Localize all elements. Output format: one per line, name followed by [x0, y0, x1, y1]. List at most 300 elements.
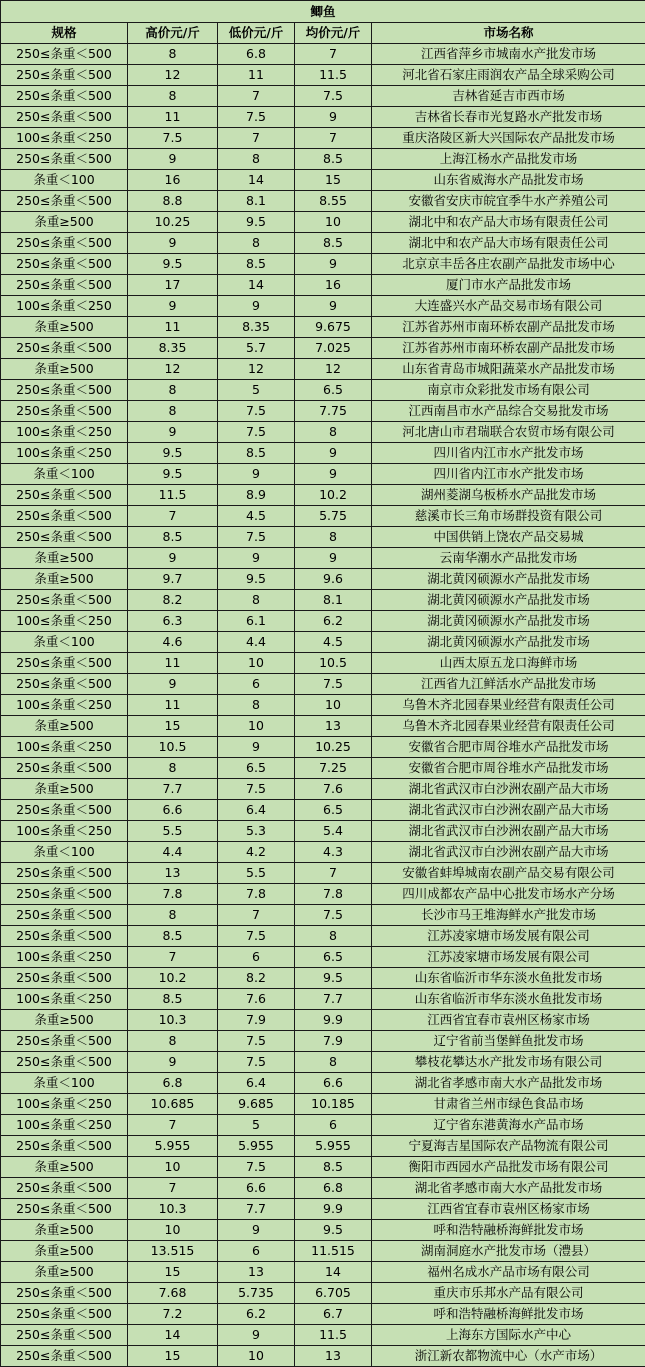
cell-high-price: 17	[128, 275, 218, 296]
table-row	[1, 275, 645, 296]
table-row	[1, 1220, 645, 1241]
cell-low-price: 8	[218, 233, 295, 254]
cell-market-name: 衡阳市西园水产品批发市场有限公司	[372, 1157, 645, 1178]
table-row	[1, 989, 645, 1010]
cell-low-price: 7	[218, 128, 295, 149]
cell-avg-price: 7.25	[295, 758, 372, 779]
cell-market-name: 山东省威海水产品批发市场	[372, 170, 645, 191]
cell-high-price: 16	[128, 170, 218, 191]
cell-market-name: 山东省临沂市华东淡水鱼批发市场	[372, 968, 645, 989]
cell-avg-price: 8	[295, 422, 372, 443]
table-row	[1, 1073, 645, 1094]
cell-low-price: 9	[218, 296, 295, 317]
cell-low-price: 11	[218, 65, 295, 86]
cell-spec: 100≤条重＜250	[1, 1094, 128, 1115]
table-row	[1, 1178, 645, 1199]
cell-spec: 条重≥500	[1, 548, 128, 569]
cell-avg-price: 10.5	[295, 653, 372, 674]
cell-high-price: 9	[128, 548, 218, 569]
table-row	[1, 1199, 645, 1220]
table-row	[1, 1304, 645, 1325]
cell-market-name: 上海东方国际水产中心	[372, 1325, 645, 1346]
cell-low-price: 6.6	[218, 1178, 295, 1199]
table-row	[1, 695, 645, 716]
cell-high-price: 8	[128, 401, 218, 422]
cell-market-name: 湖北省孝感市南大水产品批发市场	[372, 1178, 645, 1199]
cell-market-name: 云南华潮水产品批发市场	[372, 548, 645, 569]
cell-market-name: 江苏省苏州市南环桥农副产品批发市场	[372, 317, 645, 338]
cell-market-name: 吉林省延吉市西市场	[372, 86, 645, 107]
cell-high-price: 9	[128, 1052, 218, 1073]
cell-high-price: 13.515	[128, 1241, 218, 1262]
cell-market-name: 湖北省武汉市白沙洲农副产品大市场	[372, 800, 645, 821]
table-title: 鲫鱼	[1, 1, 645, 23]
cell-market-name: 辽宁省东港黄海水产品市场	[372, 1115, 645, 1136]
cell-avg-price: 7	[295, 128, 372, 149]
cell-market-name: 宁夏海吉星国际农产品物流有限公司	[372, 1136, 645, 1157]
header-spec: 规格	[1, 23, 128, 44]
table-row	[1, 527, 645, 548]
table-row	[1, 905, 645, 926]
cell-market-name: 湖北中和农产品大市场有限责任公司	[372, 233, 645, 254]
cell-spec: 条重≥500	[1, 1010, 128, 1031]
cell-low-price: 8.5	[218, 254, 295, 275]
cell-low-price: 7.5	[218, 1157, 295, 1178]
cell-avg-price: 9.5	[295, 968, 372, 989]
table-row	[1, 1241, 645, 1262]
cell-low-price: 7	[218, 86, 295, 107]
cell-avg-price: 9	[295, 548, 372, 569]
table-row	[1, 1136, 645, 1157]
cell-spec: 100≤条重＜250	[1, 737, 128, 758]
cell-low-price: 7.5	[218, 107, 295, 128]
cell-low-price: 7.5	[218, 422, 295, 443]
cell-high-price: 8.8	[128, 191, 218, 212]
table-row	[1, 611, 645, 632]
cell-avg-price: 5.955	[295, 1136, 372, 1157]
cell-spec: 250≤条重＜500	[1, 401, 128, 422]
cell-spec: 100≤条重＜250	[1, 1115, 128, 1136]
title-row	[1, 1, 645, 23]
cell-avg-price: 9	[295, 107, 372, 128]
cell-market-name: 呼和浩特融桥海鲜批发市场	[372, 1304, 645, 1325]
table-row	[1, 401, 645, 422]
cell-market-name: 江西省九江鲜活水产品批发市场	[372, 674, 645, 695]
cell-low-price: 7.7	[218, 1199, 295, 1220]
cell-low-price: 6	[218, 674, 295, 695]
cell-avg-price: 10.185	[295, 1094, 372, 1115]
table-row	[1, 1094, 645, 1115]
cell-low-price: 8	[218, 590, 295, 611]
table-row	[1, 1346, 645, 1367]
cell-low-price: 9.685	[218, 1094, 295, 1115]
cell-spec: 250≤条重＜500	[1, 233, 128, 254]
cell-low-price: 6	[218, 1241, 295, 1262]
cell-low-price: 8.35	[218, 317, 295, 338]
cell-spec: 250≤条重＜500	[1, 1346, 128, 1367]
cell-market-name: 乌鲁木齐北园春果业经营有限责任公司	[372, 716, 645, 737]
cell-high-price: 10.25	[128, 212, 218, 233]
table-row	[1, 926, 645, 947]
cell-avg-price: 11.5	[295, 1325, 372, 1346]
cell-spec: 条重≥500	[1, 1220, 128, 1241]
cell-avg-price: 13	[295, 1346, 372, 1367]
cell-market-name: 安徽省安庆市皖宜季牛水产养殖公司	[372, 191, 645, 212]
cell-avg-price: 13	[295, 716, 372, 737]
cell-low-price: 9.5	[218, 212, 295, 233]
table-row	[1, 842, 645, 863]
table-row	[1, 443, 645, 464]
cell-avg-price: 6.2	[295, 611, 372, 632]
cell-avg-price: 7.5	[295, 86, 372, 107]
cell-market-name: 乌鲁木齐北园春果业经营有限责任公司	[372, 695, 645, 716]
cell-high-price: 7.5	[128, 128, 218, 149]
cell-low-price: 8.1	[218, 191, 295, 212]
cell-avg-price: 6.7	[295, 1304, 372, 1325]
table-row	[1, 254, 645, 275]
cell-avg-price: 8.5	[295, 1157, 372, 1178]
cell-market-name: 湖北黄冈硕源水产品批发市场	[372, 611, 645, 632]
cell-low-price: 5.7	[218, 338, 295, 359]
table-row	[1, 296, 645, 317]
cell-spec: 条重≥500	[1, 716, 128, 737]
table-row	[1, 317, 645, 338]
cell-high-price: 11	[128, 317, 218, 338]
cell-market-name: 大连盛兴水产品交易市场有限公司	[372, 296, 645, 317]
cell-high-price: 15	[128, 716, 218, 737]
cell-market-name: 吉林省长春市光复路水产批发市场	[372, 107, 645, 128]
header-low-price: 低价元/斤	[218, 23, 295, 44]
cell-avg-price: 9.5	[295, 1220, 372, 1241]
cell-market-name: 湖北黄冈硕源水产品批发市场	[372, 590, 645, 611]
cell-avg-price: 6.6	[295, 1073, 372, 1094]
cell-spec: 250≤条重＜500	[1, 485, 128, 506]
cell-avg-price: 8.5	[295, 149, 372, 170]
cell-avg-price: 10.2	[295, 485, 372, 506]
table-row	[1, 44, 645, 65]
header-high-price: 高价元/斤	[128, 23, 218, 44]
cell-high-price: 8	[128, 758, 218, 779]
cell-market-name: 攀枝花攀达水产批发市场有限公司	[372, 1052, 645, 1073]
cell-low-price: 8	[218, 149, 295, 170]
cell-low-price: 6.4	[218, 1073, 295, 1094]
cell-high-price: 9.5	[128, 443, 218, 464]
cell-avg-price: 7.5	[295, 905, 372, 926]
cell-market-name: 四川成都农产品中心批发市场水产分场	[372, 884, 645, 905]
cell-low-price: 10	[218, 1346, 295, 1367]
cell-market-name: 安徽省合肥市周谷堆水产品批发市场	[372, 758, 645, 779]
cell-spec: 条重≥500	[1, 359, 128, 380]
cell-low-price: 6	[218, 947, 295, 968]
cell-high-price: 12	[128, 65, 218, 86]
cell-market-name: 安徽省合肥市周谷堆水产品批发市场	[372, 737, 645, 758]
cell-avg-price: 8	[295, 527, 372, 548]
cell-low-price: 10	[218, 716, 295, 737]
cell-low-price: 14	[218, 275, 295, 296]
cell-spec: 250≤条重＜500	[1, 1178, 128, 1199]
cell-low-price: 7.9	[218, 1010, 295, 1031]
table-row	[1, 1031, 645, 1052]
cell-avg-price: 14	[295, 1262, 372, 1283]
cell-high-price: 10.5	[128, 737, 218, 758]
table-row	[1, 65, 645, 86]
cell-avg-price: 6.705	[295, 1283, 372, 1304]
cell-low-price: 7.5	[218, 527, 295, 548]
cell-market-name: 浙江新农都物流中心（水产市场）	[372, 1346, 645, 1367]
cell-low-price: 7.5	[218, 401, 295, 422]
cell-high-price: 7.8	[128, 884, 218, 905]
table-row	[1, 1157, 645, 1178]
cell-spec: 条重≥500	[1, 212, 128, 233]
cell-market-name: 山西太原五龙口海鲜市场	[372, 653, 645, 674]
cell-avg-price: 10	[295, 212, 372, 233]
cell-spec: 条重＜100	[1, 170, 128, 191]
cell-avg-price: 8	[295, 1052, 372, 1073]
cell-market-name: 四川省内江市水产批发市场	[372, 443, 645, 464]
cell-avg-price: 7.7	[295, 989, 372, 1010]
cell-market-name: 江西省宜春市袁州区杨家市场	[372, 1010, 645, 1031]
cell-market-name: 安徽省蚌埠城南农副产品交易有限公司	[372, 863, 645, 884]
cell-market-name: 呼和浩特融桥海鲜批发市场	[372, 1220, 645, 1241]
table-row	[1, 800, 645, 821]
cell-low-price: 8.2	[218, 968, 295, 989]
cell-market-name: 河北省石家庄雨润农产品全球采购公司	[372, 65, 645, 86]
cell-avg-price: 5.75	[295, 506, 372, 527]
cell-high-price: 6.8	[128, 1073, 218, 1094]
cell-spec: 条重≥500	[1, 317, 128, 338]
cell-low-price: 14	[218, 170, 295, 191]
cell-market-name: 江西南昌市水产品综合交易批发市场	[372, 401, 645, 422]
cell-low-price: 12	[218, 359, 295, 380]
cell-spec: 250≤条重＜500	[1, 758, 128, 779]
header-avg-price: 均价元/斤	[295, 23, 372, 44]
table-row	[1, 653, 645, 674]
table-row	[1, 947, 645, 968]
cell-low-price: 5.3	[218, 821, 295, 842]
cell-market-name: 江西省宜春市袁州区杨家市场	[372, 1199, 645, 1220]
cell-spec: 250≤条重＜500	[1, 1304, 128, 1325]
cell-spec: 100≤条重＜250	[1, 611, 128, 632]
cell-high-price: 15	[128, 1262, 218, 1283]
cell-low-price: 7.5	[218, 779, 295, 800]
table-row	[1, 884, 645, 905]
cell-high-price: 9	[128, 674, 218, 695]
cell-spec: 250≤条重＜500	[1, 1136, 128, 1157]
cell-low-price: 8	[218, 695, 295, 716]
cell-market-name: 辽宁省前当堡鲜鱼批发市场	[372, 1031, 645, 1052]
cell-low-price: 6.5	[218, 758, 295, 779]
table-row	[1, 170, 645, 191]
cell-market-name: 厦门市水产品批发市场	[372, 275, 645, 296]
cell-avg-price: 7.025	[295, 338, 372, 359]
cell-low-price: 6.2	[218, 1304, 295, 1325]
table-row	[1, 506, 645, 527]
cell-market-name: 湖州菱湖乌板桥水产品批发市场	[372, 485, 645, 506]
cell-spec: 250≤条重＜500	[1, 884, 128, 905]
cell-high-price: 5.5	[128, 821, 218, 842]
cell-low-price: 5.735	[218, 1283, 295, 1304]
cell-low-price: 4.5	[218, 506, 295, 527]
cell-low-price: 8.5	[218, 443, 295, 464]
table-row	[1, 863, 645, 884]
cell-high-price: 4.6	[128, 632, 218, 653]
table-row	[1, 758, 645, 779]
cell-low-price: 10	[218, 653, 295, 674]
cell-low-price: 7.5	[218, 1031, 295, 1052]
cell-low-price: 5	[218, 380, 295, 401]
table-row	[1, 1283, 645, 1304]
cell-low-price: 6.8	[218, 44, 295, 65]
cell-avg-price: 11.5	[295, 65, 372, 86]
cell-market-name: 湖北黄冈硕源水产品批发市场	[372, 569, 645, 590]
table-row	[1, 1052, 645, 1073]
table-row	[1, 107, 645, 128]
cell-spec: 条重≥500	[1, 1262, 128, 1283]
cell-high-price: 11	[128, 653, 218, 674]
cell-spec: 100≤条重＜250	[1, 128, 128, 149]
cell-market-name: 重庆洛陵区新大兴国际农产品批发市场	[372, 128, 645, 149]
cell-avg-price: 7	[295, 863, 372, 884]
table-row	[1, 821, 645, 842]
cell-market-name: 北京京丰岳各庄农副产品批发市场中心	[372, 254, 645, 275]
cell-spec: 100≤条重＜250	[1, 947, 128, 968]
table-row	[1, 1115, 645, 1136]
cell-spec: 250≤条重＜500	[1, 800, 128, 821]
cell-avg-price: 11.515	[295, 1241, 372, 1262]
cell-low-price: 9	[218, 737, 295, 758]
cell-spec: 条重≥500	[1, 1241, 128, 1262]
cell-avg-price: 4.3	[295, 842, 372, 863]
cell-high-price: 11.5	[128, 485, 218, 506]
cell-avg-price: 9	[295, 254, 372, 275]
cell-spec: 100≤条重＜250	[1, 443, 128, 464]
cell-high-price: 9	[128, 296, 218, 317]
cell-high-price: 7.7	[128, 779, 218, 800]
cell-market-name: 四川省内江市水产批发市场	[372, 464, 645, 485]
cell-high-price: 10.2	[128, 968, 218, 989]
table-row	[1, 968, 645, 989]
cell-low-price: 9	[218, 1220, 295, 1241]
cell-low-price: 5	[218, 1115, 295, 1136]
cell-market-name: 重庆市乐邦水产品有限公司	[372, 1283, 645, 1304]
cell-avg-price: 6.5	[295, 380, 372, 401]
cell-high-price: 8.2	[128, 590, 218, 611]
cell-spec: 250≤条重＜500	[1, 926, 128, 947]
cell-spec: 250≤条重＜500	[1, 275, 128, 296]
cell-spec: 条重＜100	[1, 632, 128, 653]
cell-avg-price: 8	[295, 926, 372, 947]
cell-market-name: 湖北省武汉市白沙洲农副产品大市场	[372, 821, 645, 842]
cell-avg-price: 9	[295, 443, 372, 464]
table-row	[1, 1010, 645, 1031]
table-row	[1, 632, 645, 653]
cell-high-price: 10.3	[128, 1010, 218, 1031]
cell-market-name: 山东省临沂市华东淡水鱼批发市场	[372, 989, 645, 1010]
cell-spec: 250≤条重＜500	[1, 338, 128, 359]
cell-spec: 250≤条重＜500	[1, 590, 128, 611]
table-row	[1, 464, 645, 485]
cell-spec: 100≤条重＜250	[1, 422, 128, 443]
cell-high-price: 8	[128, 86, 218, 107]
cell-high-price: 8	[128, 380, 218, 401]
cell-high-price: 14	[128, 1325, 218, 1346]
cell-low-price: 7.8	[218, 884, 295, 905]
cell-low-price: 6.4	[218, 800, 295, 821]
cell-low-price: 4.4	[218, 632, 295, 653]
cell-market-name: 甘肃省兰州市绿色食品市场	[372, 1094, 645, 1115]
cell-high-price: 15	[128, 1346, 218, 1367]
cell-spec: 250≤条重＜500	[1, 1325, 128, 1346]
cell-spec: 250≤条重＜500	[1, 44, 128, 65]
cell-spec: 条重≥500	[1, 779, 128, 800]
cell-avg-price: 6.5	[295, 800, 372, 821]
cell-avg-price: 5.4	[295, 821, 372, 842]
cell-low-price: 7	[218, 905, 295, 926]
table-row	[1, 716, 645, 737]
table-row	[1, 128, 645, 149]
cell-high-price: 9	[128, 149, 218, 170]
cell-low-price: 7.5	[218, 926, 295, 947]
cell-high-price: 13	[128, 863, 218, 884]
header-market-name: 市场名称	[372, 23, 645, 44]
cell-high-price: 8	[128, 44, 218, 65]
cell-low-price: 9	[218, 548, 295, 569]
cell-avg-price: 8.55	[295, 191, 372, 212]
cell-low-price: 9	[218, 1325, 295, 1346]
cell-market-name: 湖南洞庭水产批发市场（澧县）	[372, 1241, 645, 1262]
cell-market-name: 湖北省武汉市白沙洲农副产品大市场	[372, 842, 645, 863]
cell-avg-price: 10.25	[295, 737, 372, 758]
cell-market-name: 上海江杨水产品批发市场	[372, 149, 645, 170]
cell-market-name: 江苏省苏州市南环桥农副产品批发市场	[372, 338, 645, 359]
cell-low-price: 7.5	[218, 1052, 295, 1073]
header-row	[1, 23, 645, 44]
cell-low-price: 8.9	[218, 485, 295, 506]
cell-spec: 100≤条重＜250	[1, 821, 128, 842]
table-row	[1, 233, 645, 254]
cell-avg-price: 7	[295, 44, 372, 65]
cell-high-price: 4.4	[128, 842, 218, 863]
cell-high-price: 7.68	[128, 1283, 218, 1304]
cell-market-name: 江苏凌家塘市场发展有限公司	[372, 947, 645, 968]
cell-avg-price: 8.5	[295, 233, 372, 254]
cell-avg-price: 12	[295, 359, 372, 380]
cell-avg-price: 8.1	[295, 590, 372, 611]
cell-spec: 250≤条重＜500	[1, 254, 128, 275]
cell-avg-price: 7.5	[295, 674, 372, 695]
cell-spec: 250≤条重＜500	[1, 86, 128, 107]
cell-spec: 250≤条重＜500	[1, 863, 128, 884]
cell-spec: 250≤条重＜500	[1, 149, 128, 170]
cell-spec: 条重≥500	[1, 1157, 128, 1178]
cell-market-name: 江苏凌家塘市场发展有限公司	[372, 926, 645, 947]
cell-spec: 250≤条重＜500	[1, 380, 128, 401]
cell-high-price: 7.2	[128, 1304, 218, 1325]
table-row	[1, 590, 645, 611]
cell-spec: 条重＜100	[1, 464, 128, 485]
cell-spec: 250≤条重＜500	[1, 674, 128, 695]
cell-low-price: 9	[218, 464, 295, 485]
table-row	[1, 569, 645, 590]
cell-high-price: 10.685	[128, 1094, 218, 1115]
cell-high-price: 7	[128, 1115, 218, 1136]
cell-high-price: 7	[128, 506, 218, 527]
cell-market-name: 中国供销上饶农产品交易城	[372, 527, 645, 548]
cell-high-price: 9.5	[128, 254, 218, 275]
cell-avg-price: 6.5	[295, 947, 372, 968]
cell-avg-price: 6	[295, 1115, 372, 1136]
cell-high-price: 10.3	[128, 1199, 218, 1220]
